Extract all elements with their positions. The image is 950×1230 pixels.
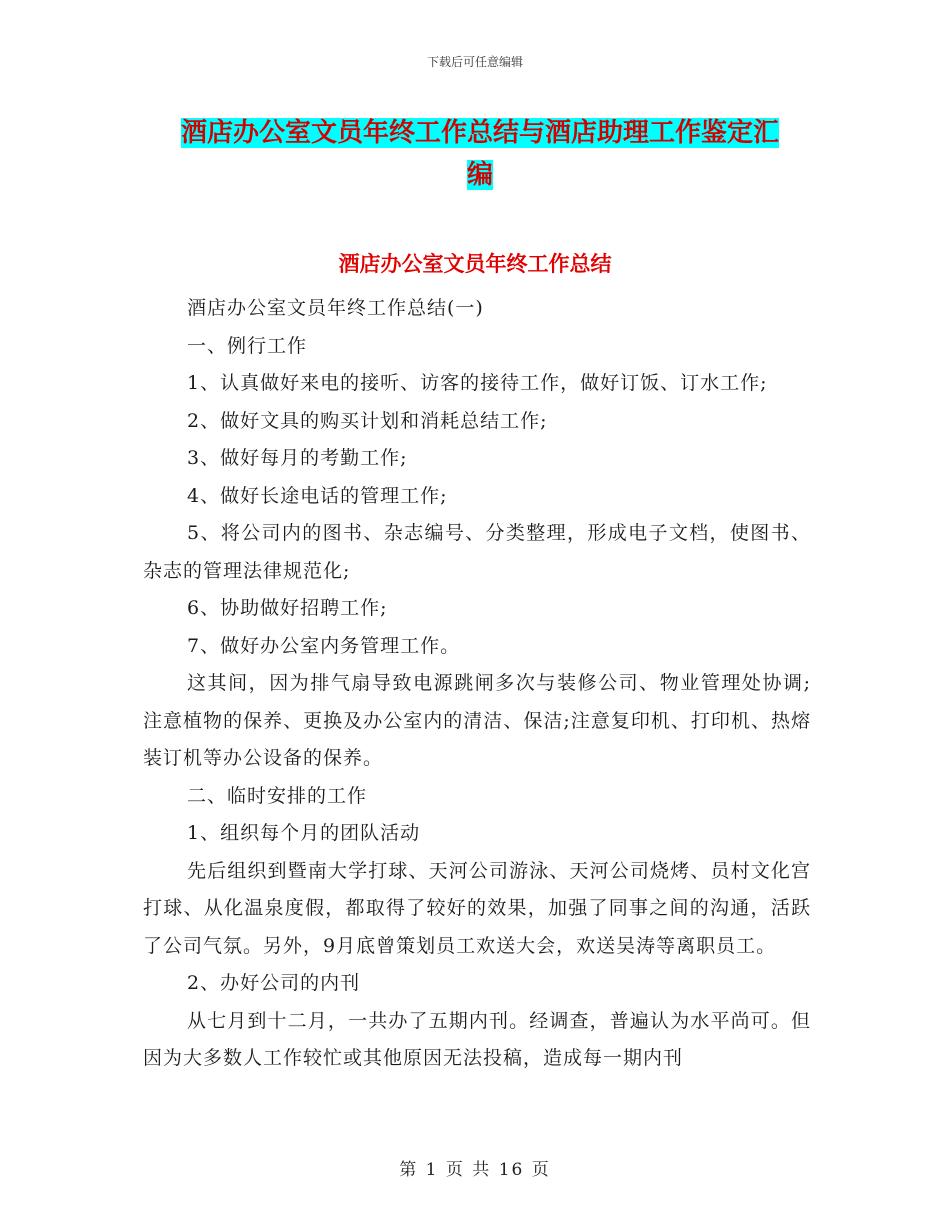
main-title bbox=[150, 112, 810, 196]
page-number: 第 1 页 共 16 页 bbox=[399, 1160, 551, 1180]
paragraph: 1、认真做好来电的接听、访客的接待工作，做好订饭、订水工作; bbox=[187, 372, 768, 394]
paragraph: 2、办好公司的内刊 bbox=[187, 972, 361, 994]
document-body bbox=[143, 290, 811, 1078]
paragraph: 这其间，因为排气扇导致电源跳闸多次与装修公司、物业管理处协调;注意植物的保养、更换及办公室内的清洁、保洁;注意复印机、打印机、热熔装订机等办公设备的保养。 bbox=[143, 672, 811, 769]
header-note: 下载后可任意编辑 bbox=[426, 55, 523, 69]
paragraph: 酒店办公室文员年终工作总结(一) bbox=[187, 297, 484, 319]
paragraph: 2、做好文具的购买计划和消耗总结工作; bbox=[187, 409, 548, 432]
paragraph: 1、组织每个月的团队活动 bbox=[187, 822, 421, 844]
paragraph: 6、协助做好招聘工作; bbox=[187, 597, 388, 619]
paragraph: 5、将公司内的图书、杂志编号、分类整理，形成电子文档，使图书、杂志的管理法律规范化; bbox=[143, 522, 811, 582]
paragraph: 3、做好每月的考勤工作; bbox=[187, 447, 408, 469]
section-title: 酒店办公室文员年终工作总结 bbox=[338, 251, 612, 276]
paragraph: 7、做好办公室内务管理工作。 bbox=[187, 634, 461, 657]
paragraph: 二、临时安排的工作 bbox=[187, 784, 368, 807]
paragraph: 一、例行工作 bbox=[187, 334, 308, 357]
paragraph: 先后组织到暨南大学打球、天河公司游泳、天河公司烧烤、员村文化宫打球、从化温泉度假，都取得了较好的效果，加强了同事之间的沟通，活跃了公司气氛。另外，9月底曾策划员工欢送大会，欢送吴涛等离职员工。 bbox=[143, 859, 811, 957]
main-title-line1: 酒店办公室文员年终工作总结与酒店助理工作鉴定汇 bbox=[180, 118, 779, 148]
paragraph: 4、做好长途电话的管理工作; bbox=[187, 484, 448, 507]
main-title-line2: 编 bbox=[466, 160, 493, 190]
paragraph: 从七月到十二月，一共办了五期内刊。经调查，普遍认为水平尚可。但因为大多数人工作较忙或其他原因无法投稿，造成每一期内刊 bbox=[143, 1009, 811, 1069]
